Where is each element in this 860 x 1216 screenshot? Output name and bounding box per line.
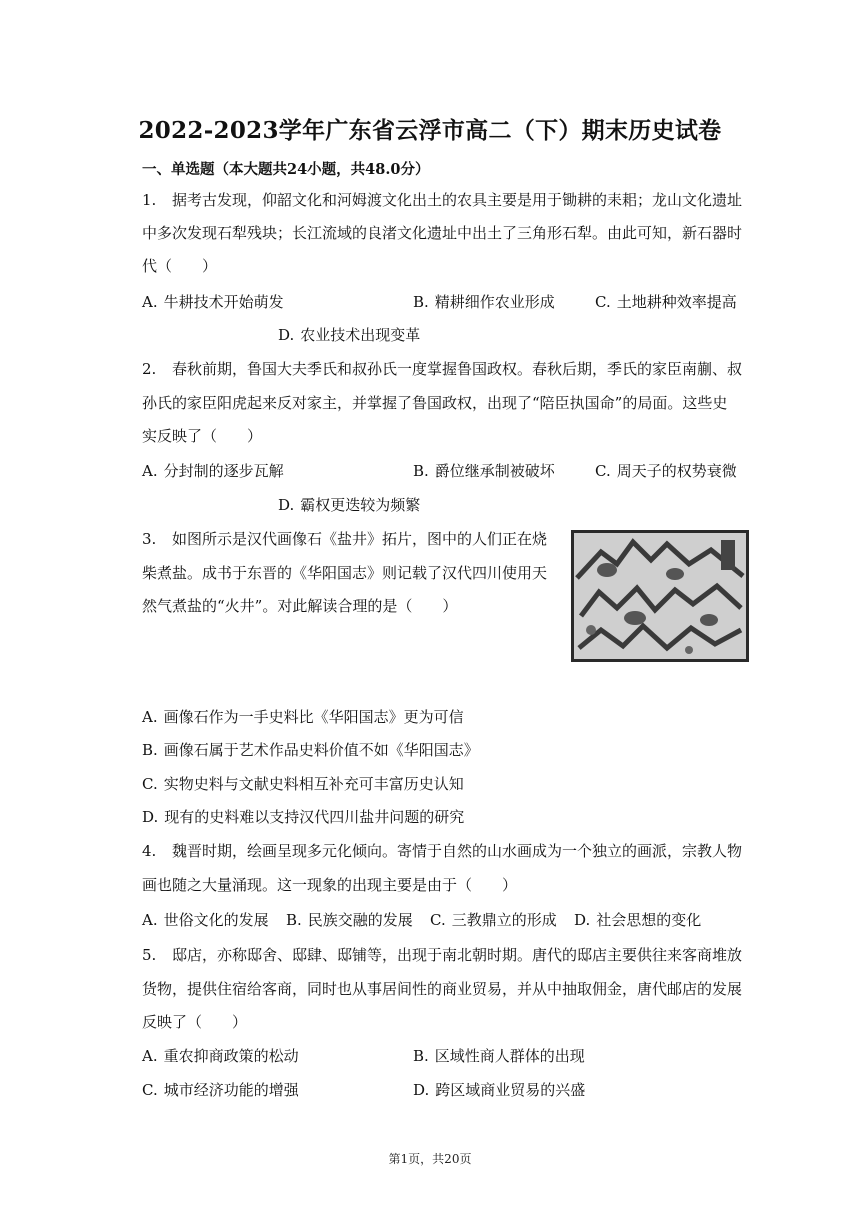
- salt-well-rubbing-image: [571, 530, 749, 662]
- question-3-option-c[interactable]: C. 实物史料与文献史料相互补充可丰富历史认知: [142, 775, 464, 793]
- question-5-option-d[interactable]: D. 跨区域商业贸易的兴盛: [413, 1081, 586, 1099]
- question-5-line-1: 5. 邸店，亦称邸舍、邸肆、邸铺等，出现于南北朝时期。唐代的邸店主要供往来客商堆放: [142, 946, 743, 964]
- page-footer: 第1页，共20页: [388, 1152, 472, 1166]
- question-3-option-b[interactable]: B. 画像石属于艺术作品史料价值不如《华阳国志》: [142, 741, 479, 759]
- question-3-option-d[interactable]: D. 现有的史料难以支持汉代四川盐井问题的研究: [142, 808, 465, 826]
- question-3-line-3: 然气煮盐的“火井”。对此解读合理的是（ ）: [142, 597, 458, 615]
- page-title: 2022-2023学年广东省云浮市高二（下）期末历史试卷: [138, 117, 722, 144]
- question-1-line-2: 中多次发现石犁残块；长江流域的良渚文化遗址中出土了三角形石犁。由此可知，新石器时: [142, 224, 743, 242]
- question-2-option-c[interactable]: C. 周天子的权势衰微: [595, 462, 737, 480]
- question-4-option-b[interactable]: B. 民族交融的发展: [286, 911, 413, 929]
- question-2-line-1: 2. 春秋前期，鲁国大夫季氏和叔孙氏一度掌握鲁国政权。春秋后期，季氏的家臣南蒯、叔: [142, 360, 743, 378]
- question-2-line-2: 孙氏的家臣阳虎起来反对家主，并掌握了鲁国政权，出现了“陪臣执国命”的局面。这些史: [142, 394, 728, 412]
- question-2-option-d[interactable]: D. 霸权更迭较为频繁: [278, 496, 421, 514]
- question-4-number: 4.: [142, 842, 157, 860]
- question-3-line-2: 柴煮盐。成书于东晋的《华阳国志》则记载了汉代四川使用天: [142, 564, 548, 582]
- question-1-number: 1.: [142, 191, 157, 209]
- question-1-option-d[interactable]: D. 农业技术出现变革: [278, 326, 421, 344]
- question-1-option-b[interactable]: B. 精耕细作农业形成: [413, 293, 555, 311]
- question-5-number: 5.: [142, 946, 157, 964]
- question-2-option-a[interactable]: A. 分封制的逐步瓦解: [142, 462, 284, 480]
- question-3-number: 3.: [142, 530, 157, 548]
- question-2-number: 2.: [142, 360, 157, 378]
- question-4-line-2: 画也随之大量涌现。这一现象的出现主要是由于（ ）: [142, 876, 518, 894]
- question-2-line-3: 实反映了（ ）: [142, 427, 263, 445]
- question-5-option-c[interactable]: C. 城市经济功能的增强: [142, 1081, 299, 1099]
- question-5-option-a[interactable]: A. 重农抑商政策的松动: [142, 1047, 299, 1065]
- section-heading: 一、单选题（本大题共24小题，共48.0分）: [142, 161, 430, 178]
- question-1-line-1: 1. 据考古发现，仰韶文化和河姆渡文化出土的农具主要是用于锄耕的耒耜；龙山文化遗址: [142, 191, 743, 209]
- question-3-line-1: 3. 如图所示是汉代画像石《盐井》拓片，图中的人们正在烧: [142, 530, 548, 548]
- question-4-option-c[interactable]: C. 三教鼎立的形成: [430, 911, 557, 929]
- question-1-option-c[interactable]: C. 土地耕种效率提高: [595, 293, 737, 311]
- question-1-line-3: 代（ ）: [142, 257, 218, 275]
- question-1-option-a[interactable]: A. 牛耕技术开始萌发: [142, 293, 284, 311]
- question-4-option-a[interactable]: A. 世俗文化的发展: [142, 911, 269, 929]
- question-5-option-b[interactable]: B. 区域性商人群体的出现: [413, 1047, 585, 1065]
- question-3-option-a[interactable]: A. 画像石作为一手史料比《华阳国志》更为可信: [142, 708, 464, 726]
- question-4-option-d[interactable]: D. 社会思想的变化: [574, 911, 702, 929]
- question-5-line-2: 货物，提供住宿给客商，同时也从事居间性的商业贸易，并从中抽取佣金，唐代邮店的发展: [142, 980, 743, 998]
- question-2-option-b[interactable]: B. 爵位继承制被破坏: [413, 462, 555, 480]
- question-4-line-1: 4. 魏晋时期，绘画呈现多元化倾向。寄情于自然的山水画成为一个独立的画派，宗教人物: [142, 842, 743, 860]
- question-5-line-3: 反映了（ ）: [142, 1013, 248, 1031]
